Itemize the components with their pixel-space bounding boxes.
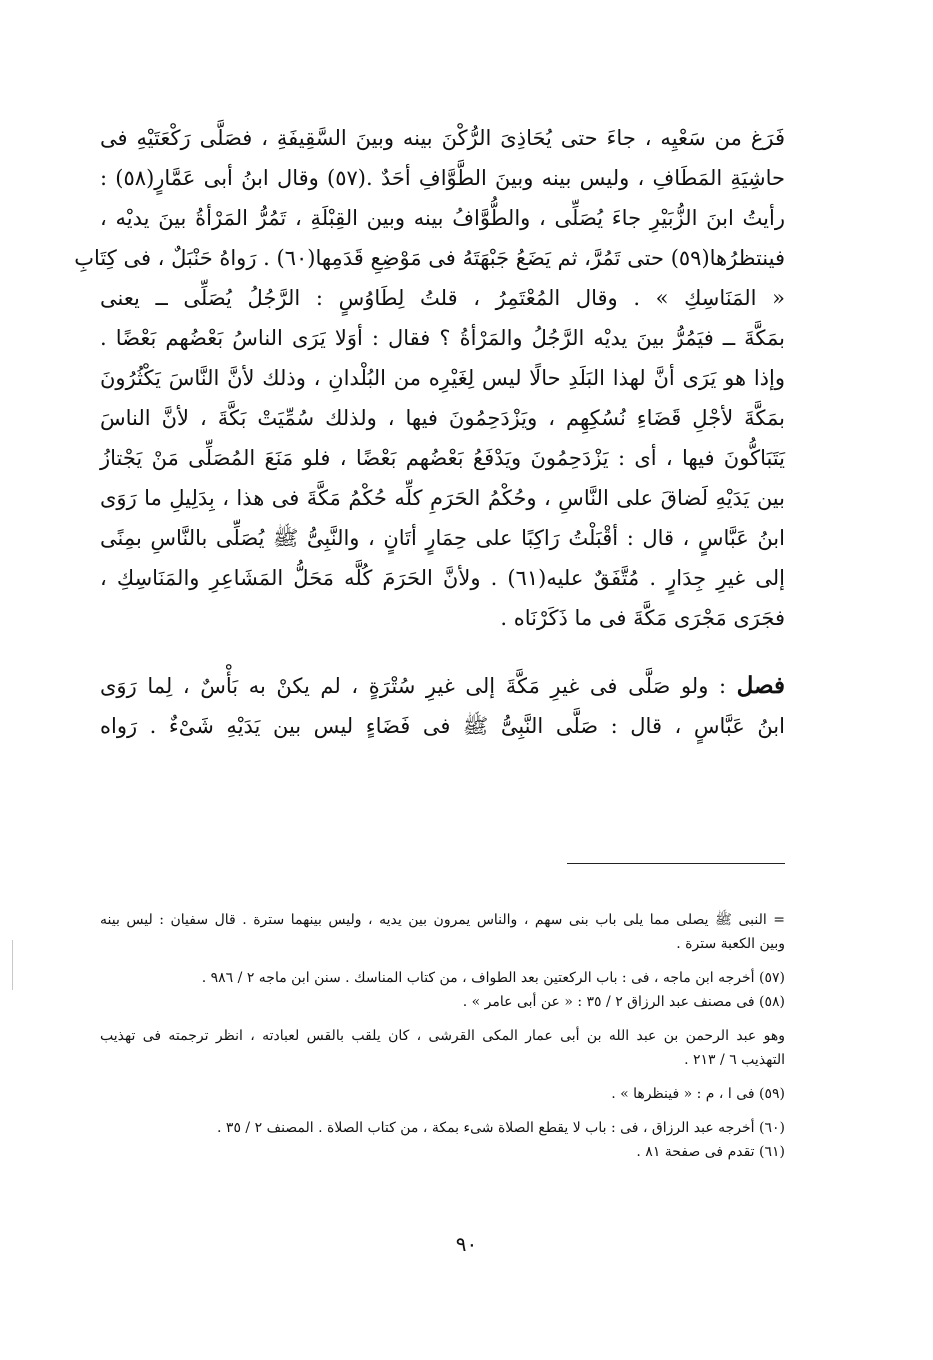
text-line: فينتظرُها(٥٩) حتى تَمُرَّ، ثم يَضَعُ جَبْهَتَهُ فى مَوْضِعِ قَدَمِها(٦٠) . رَواهُ حَنْبَلٌ ، فى كِتَابِ [74, 246, 785, 270]
text-line: ابنُ عَبَّاسٍ ، قال : أقْبَلْتُ رَاكِبًا على حِمَارٍ أتَانٍ ، والنَّبِىُّ ﷺ يُصَلِّى بالنَّاسِ بمِنًى [100, 526, 785, 550]
footnote-line: وهو عبد الرحمن بن عبد الله بن أبى عمار المكى القرشى ، كان يلقب بالقس لعبادته ، انظر ترجمته فى تهذيب [100, 1028, 785, 1044]
text-line: فجَرَى مَجْرَى مَكَّةَ فى ما ذَكَرْنَاه . [500, 606, 785, 630]
fasl-paragraph-line [100, 666, 785, 706]
footnote-line: التهذيب ٦ / ٢١٣ . [684, 1052, 785, 1068]
footnote-line: (٦٠) أخرجه عبد الرزاق ، فى : باب لا يقطع الصلاة شىء بمكة ، من كتاب الصلاة . المصنف ٢ / ٣٥ . [217, 1120, 785, 1136]
text-line: « المَنَاسِكِ » . وقال المُعْتَمِرُ ، قلتُ لِطَاوُسٍ : الرَّجُلُ يُصَلِّى ــ يعنى [100, 286, 785, 310]
text-line: فَرَغ من سَعْيِه ، جاءَ حتى يُحَاذِىَ الرُّكْنَ بينه وبينَ السَّقِيفَةِ ، فصَلَّى رَكْعَتَيْهِ فى [100, 126, 785, 150]
footnote-line: (٥٨) فى مصنف عبد الرزاق ٢ / ٣٥ : « عن أبى عامر » . [462, 994, 785, 1010]
scan-margin-mark [12, 940, 13, 990]
footnote-line: (٦١) تقدم فى صفحة ٨١ . [636, 1144, 785, 1160]
footnote-line: = النبى ﷺ يصلى مما يلى باب بنى سهم ، والناس يمرون بين يديه ، وليس بينهما سترة . قال سفيان : ليس بينه [100, 912, 785, 928]
main-text [74, 118, 786, 746]
text-line: حاشِيَةِ المَطَافِ ، وليس بينه وبينَ الطَّوَّافِ أحَدٌ .(٥٧) وقال ابنُ أبى عَمَّارٍ(٥٨) : [100, 166, 786, 190]
footnotes [100, 908, 785, 1164]
text-line: بمَكَّةَ لأجْلِ قَضَاءِ نُسُكِهِم ، ويَزْدَحِمُونَ فيها ، ولذلك سُمِّيَتْ بَكَّةَ ، لأنَّ الناسَ [100, 406, 785, 430]
fasl-text: : ولو صَلَّى فى غيرِ مَكَّةَ إلى غيرِ سُتْرَةٍ ، لم يكنْ به بَأْسٌ ، لِما رَوَى [100, 674, 727, 698]
footnote-line: وبين الكعبة سترة . [676, 936, 785, 952]
paragraph-gap [100, 638, 785, 666]
text-line: وإذا هو يَرَى أنَّ لهذا البَلَدِ حالًا ليس لِغَيْرِه من البُلْدانِ ، وذلك لأنَّ النَّاسَ يَكْثُرُونَ [100, 366, 785, 390]
text-line: ابنُ عَبَّاسٍ ، قال : صَلَّى النَّبِىُّ ﷺ فى فَضَاءٍ ليس بين يَدَيْهِ شَىْءٌ . رَواه [100, 714, 785, 738]
footnote-separator [567, 863, 785, 864]
text-line: بين يَدَيْهِ لَضاقَ على النَّاسِ ، وحُكْمُ الحَرَمِ كلِّه حُكْمُ مَكَّةَ فى هذا ، بِدَلِيلِ ما رَوَى [100, 486, 785, 510]
text-line: يَتَبَاكُّونَ فيها ، أى : يَزْدَحِمُونَ ويَدْفَعُ بَعْضُهم بَعْضًا ، فلو مَنَعَ المُصَلِّى مَنْ يَجْتازُ [100, 446, 785, 470]
text-line: إلى غيرِ جِدَارٍ . مُتَّفَقٌ عليه(٦١) . ولأنَّ الحَرَمَ كُلَّه مَحَلُّ المَشَاعِرِ والمَنَاسِكِ ، [100, 566, 785, 590]
text-line: بمَكَّةَ ــ فيَمُرُّ بينَ يديْه الرَّجُلُ والمَرْأةُ ؟ فقال : أوَلا يَرَى الناسُ بَعْضُهم بَعْضًا . [100, 326, 785, 350]
footnote-line: (٥٧) أخرجه ابن ماجه ، فى : باب الركعتين بعد الطواف ، من كتاب المناسك . سنن ابن ماجه ٢ / ٩٨٦ . [201, 970, 785, 986]
fasl-heading: فصل [736, 672, 785, 699]
page-number: ٩٠ [455, 1232, 478, 1256]
footnote-line: (٥٩) فى ا ، م : « فينظرها » . [611, 1086, 785, 1102]
text-line: رأيتُ ابنَ الزُّبَيْرِ جاءَ يُصَلِّى ، والطُّوَّافُ بينه وبين القِبْلَةِ ، تَمُرُّ المَرْأةُ بينَ يديْه ، [100, 206, 785, 230]
